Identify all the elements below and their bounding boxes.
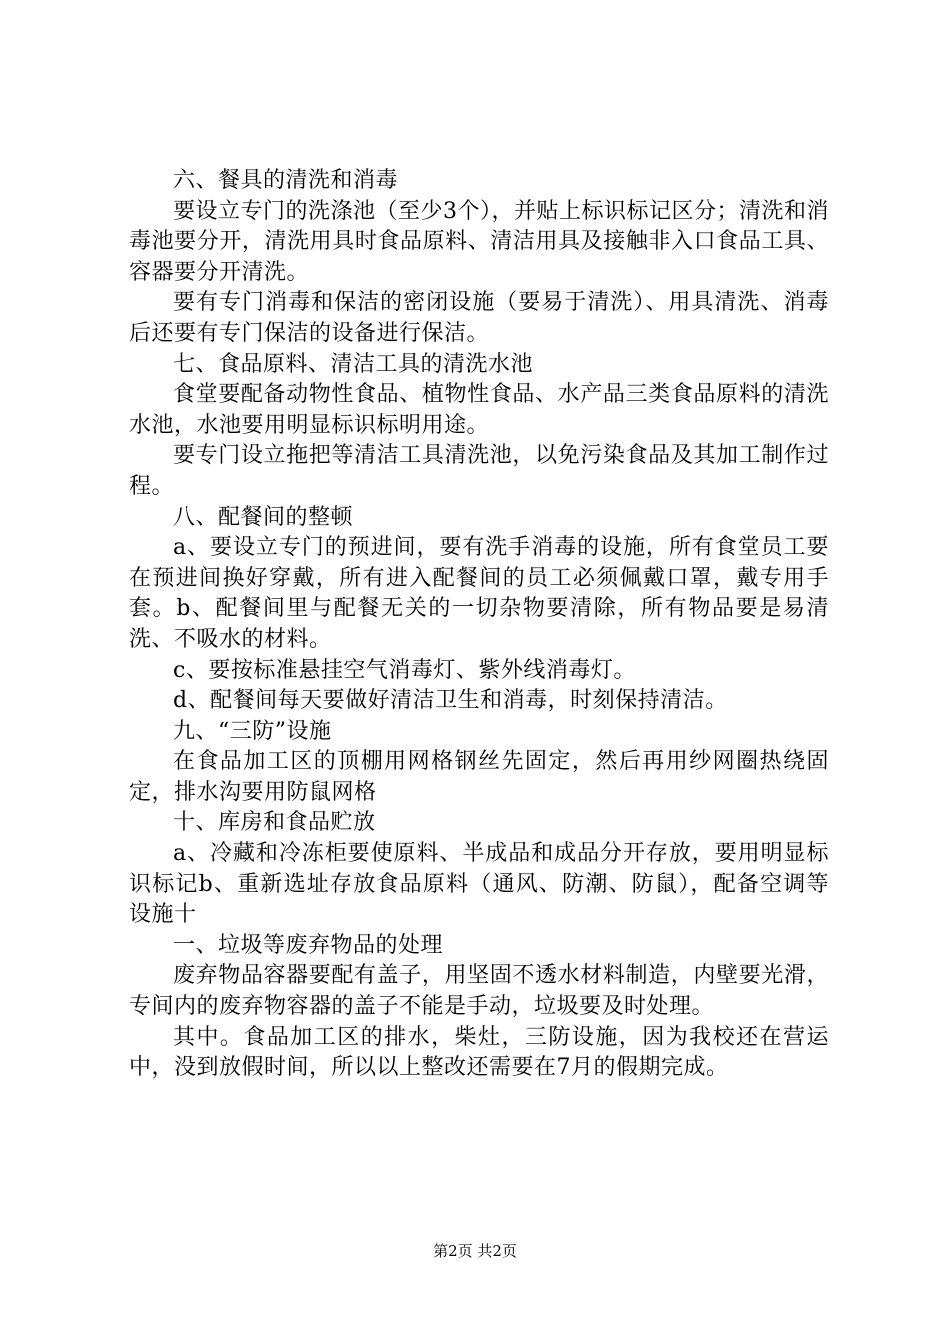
section-heading-8: 八、配餐间的整顿: [173, 504, 354, 530]
page-number-footer: 第2页 共2页: [433, 1242, 517, 1260]
paragraph: a、冷藏和冷冻柜要使原料、半成品和成品分开存放，要用明显标识标记b、重新选址存放食品原料（通风、防潮、防鼠），配备空调等设施十: [129, 841, 829, 928]
paragraph: 要设立专门的洗涤池（至少3个），并贴上标识标记区分；清洗和消毒池要分开，清洗用具时食品原料、清洁用具及接触非入口食品工具、容器要分开清洗。: [129, 198, 829, 285]
paragraph: a、要设立专门的预进间，要有洗手消毒的设施，所有食堂员工要在预进间换好穿戴，所有进入配餐间的员工必须佩戴口罩，戴专用手套。b、配餐间里与配餐无关的一切杂物要清除，所有物品要是易清洗、不吸水的材料。: [129, 535, 829, 652]
paragraph: c、要按标准悬挂空气消毒灯、紫外线消毒灯。: [173, 657, 636, 683]
section-heading-7: 七、食品原料、清洁工具的清洗水池: [173, 351, 534, 377]
section-heading-10: 十、库房和食品贮放: [173, 810, 376, 836]
section-heading-6: 六、餐具的清洗和消毒: [173, 168, 399, 193]
paragraph: 在食品加工区的顶棚用网格钢丝先固定，然后再用纱网圈热绕固定，排水沟要用防鼠网格: [129, 749, 829, 805]
paragraph: 要有专门消毒和保洁的密闭设施（要易于清洗）、用具清洗、消毒后还要有专门保洁的设备进行保洁。: [129, 290, 829, 346]
section-heading-9: 九、“三防”设施: [173, 718, 332, 744]
section-heading-11: 一、垃圾等废弃物品的处理: [173, 932, 444, 958]
paragraph: 要专门设立拖把等清洁工具清洗池，以免污染食品及其加工制作过程。: [129, 443, 829, 499]
paragraph: 废弃物品容器要配有盖子，用坚固不透水材料制造，内壁要光滑，专间内的废弃物容器的盖子不能是手动，垃圾要及时处理。: [129, 963, 829, 1020]
paragraph: 食堂要配备动物性食品、植物性食品、水产品三类食品原料的清洗水池，水池要用明显标识标明用途。: [129, 382, 829, 438]
paragraph: 其中。食品加工区的排水，柴灶，三防设施，因为我校还在营运中，没到放假时间，所以以上整改还需要在7月的假期完成。: [129, 1024, 829, 1081]
paragraph: d、配餐间每天要做好清洁卫生和消毒，时刻保持清洁。: [173, 688, 728, 714]
document-body: [129, 166, 829, 1084]
